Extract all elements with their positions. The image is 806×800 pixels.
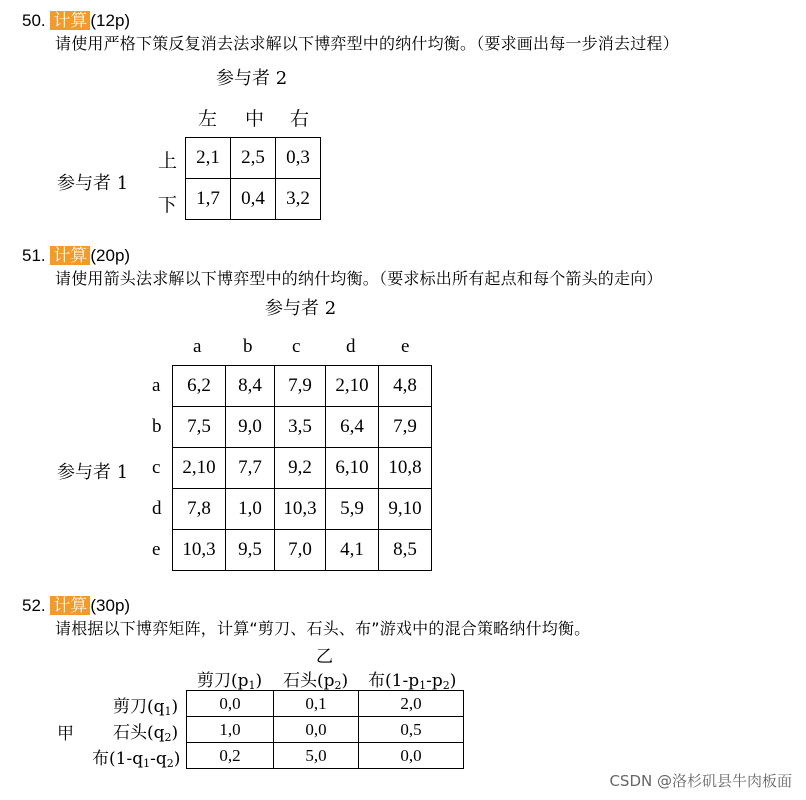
table-row (173, 489, 432, 530)
q50-player1-label: 参与者 1 (57, 173, 129, 194)
q51-cell: 3,5 (275, 407, 326, 448)
q52-number: 52. (22, 596, 46, 615)
q50-payoff-matrix (185, 137, 321, 220)
q51-cell: 10,3 (275, 489, 326, 530)
table-row (187, 691, 464, 717)
q52-cell: 1,0 (187, 717, 274, 743)
q51-player1-label: 参与者 1 (57, 462, 129, 483)
q51-row-b: b (152, 416, 162, 437)
q51-cell: 9,10 (379, 489, 432, 530)
q50-number: 50. (22, 11, 46, 30)
q52-row-scissors: 剪刀$(q_1)$ (113, 697, 179, 718)
q51-number: 51. (22, 246, 46, 265)
q51-cell: 7,9 (275, 366, 326, 407)
q51-cell: 7,8 (173, 489, 226, 530)
q50-cell: 2,5 (231, 138, 276, 179)
q52-prompt: 请根据以下博弈矩阵，计算“剪刀、石头、布”游戏中的混合策略纳什均衡。 (55, 619, 591, 638)
q51-cell: 10,8 (379, 448, 432, 489)
q51-cell: 8,5 (379, 530, 432, 571)
q51-col-a: a (193, 336, 202, 357)
q52-col-scissors: 剪刀$(p_1)$ (197, 671, 263, 692)
table-row (187, 717, 464, 743)
table-row (186, 179, 321, 220)
q51-prompt: 请使用箭头法求解以下博弈型中的纳什均衡。（要求标出所有起点和每个箭头的走向） (55, 269, 663, 288)
table-row (186, 138, 321, 179)
watermark: CSDN @洛杉矶县牛肉板面 (609, 772, 792, 790)
q51-row-e: e (152, 539, 161, 560)
q52-player1-label: 甲 (57, 724, 74, 744)
q51-cell: 4,8 (379, 366, 432, 407)
q51-cell: 2,10 (326, 366, 379, 407)
q51-cell: 2,10 (173, 448, 226, 489)
q50-row-up: 上 (158, 151, 178, 172)
q52-cell: 0,5 (359, 717, 464, 743)
q50-cell: 2,1 (186, 138, 231, 179)
q51-cell: 7,0 (275, 530, 326, 571)
table-row (173, 407, 432, 448)
q52-cell: 5,0 (274, 743, 359, 769)
q51-header (22, 245, 130, 267)
q50-cell: 0,3 (276, 138, 321, 179)
q52-cell: 0,0 (274, 717, 359, 743)
q51-tag: 计算 (50, 246, 90, 265)
q52-tag: 计算 (50, 596, 90, 615)
q52-points: (30p) (90, 596, 131, 615)
q51-cell: 7,7 (226, 448, 275, 489)
q50-prompt: 请使用严格下策反复消去法求解以下博弈型中的纳什均衡。（要求画出每一步消去过程） (55, 34, 679, 53)
q51-col-c: c (292, 336, 301, 357)
q52-cell: 0,0 (187, 691, 274, 717)
q52-header (22, 595, 130, 617)
q50-tag: 计算 (50, 11, 90, 30)
q51-col-b: b (243, 336, 253, 357)
q51-cell: 7,9 (379, 407, 432, 448)
q51-col-e: e (401, 336, 410, 357)
q52-cell: 0,0 (359, 743, 464, 769)
q50-col-middle: 中 (245, 109, 265, 130)
q51-cell: 1,0 (226, 489, 275, 530)
q51-payoff-matrix (172, 365, 432, 571)
q51-cell: 4,1 (326, 530, 379, 571)
q51-cell: 7,5 (173, 407, 226, 448)
q51-cell: 8,4 (226, 366, 275, 407)
table-row (173, 448, 432, 489)
q51-cell: 6,4 (326, 407, 379, 448)
q50-col-right: 右 (290, 109, 310, 130)
q51-cell: 10,3 (173, 530, 226, 571)
q51-cell: 9,0 (226, 407, 275, 448)
q51-cell: 6,10 (326, 448, 379, 489)
q50-points: (12p) (90, 11, 131, 30)
q51-player2-label: 参与者 2 (265, 298, 337, 319)
table-row (173, 366, 432, 407)
q50-header (22, 10, 130, 32)
q52-payoff-matrix (186, 690, 464, 769)
q51-row-c: c (152, 457, 161, 478)
q50-row-down: 下 (158, 195, 178, 216)
q52-cell: 0,2 (187, 743, 274, 769)
q51-cell: 9,5 (226, 530, 275, 571)
q52-cell: 2,0 (359, 691, 464, 717)
q52-cell: 0,1 (274, 691, 359, 717)
q50-player2-label: 参与者 2 (216, 68, 288, 89)
q51-cell: 5,9 (326, 489, 379, 530)
q50-col-left: 左 (198, 109, 218, 130)
q52-player2-label: 乙 (316, 647, 333, 667)
q51-row-a: a (152, 375, 161, 396)
q51-row-d: d (152, 498, 162, 519)
q51-col-d: d (346, 336, 356, 357)
q52-col-paper: 布$(1-p_1-p_2)$ (368, 671, 457, 692)
table-row (173, 530, 432, 571)
q52-row-rock: 石头$(q_2)$ (113, 723, 179, 744)
q50-cell: 3,2 (276, 179, 321, 220)
q50-cell: 1,7 (186, 179, 231, 220)
q51-points: (20p) (90, 246, 131, 265)
q52-col-rock: 石头$(p_2)$ (283, 671, 349, 692)
q51-cell: 6,2 (173, 366, 226, 407)
q52-row-paper: 布$(1-q_1-q_2)$ (92, 749, 181, 770)
q50-cell: 0,4 (231, 179, 276, 220)
q51-cell: 9,2 (275, 448, 326, 489)
table-row (187, 743, 464, 769)
